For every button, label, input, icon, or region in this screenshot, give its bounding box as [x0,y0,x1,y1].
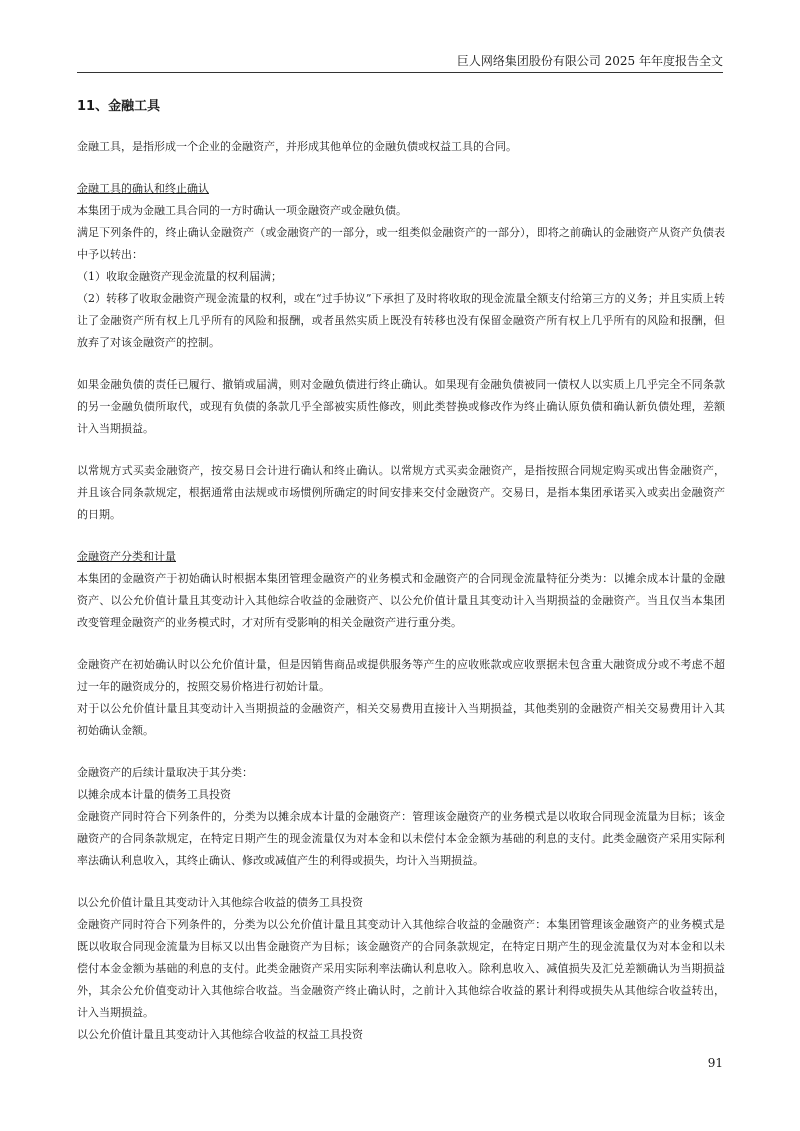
paragraph: 金融资产的后续计量取决于其分类： [77,766,253,779]
paragraph: （1）收取金融资产现金流量的权利届满； [77,270,282,283]
paragraph: 本集团于成为金融工具合同的一方时确认一项金融资产或金融负债。 [77,204,407,217]
header-title: 巨人网络集团股份有限公司 2025 年年度报告全文 [456,54,723,68]
page-number: 91 [707,1056,723,1070]
paragraph: 以公允价值计量且其变动计入其他综合收益的债务工具投资 [77,896,363,909]
paragraph: 本集团的金融资产于初始确认时根据本集团管理金融资产的业务模式和金融资产的合同现金流量特征分类为：以摊余成本计量的金融资产、以公允价值计量且其变动计入其他综合收益的金融资产、以公允价值计量且其变动计入当期损益的金融资产。当且仅当本集团改变管理金融资产的业务模式时，才对所有受影响的相关金融资产进行重分类。 [77,572,725,629]
paragraph: 以常规方式买卖金融资产，按交易日会计进行确认和终止确认。以常规方式买卖金融资产，是指按照合同规定购买或出售金融资产，并且该合同条款规定，根据通常由法规或市场惯例所确定的时间安排来交付金融资产。交易日，是指本集团承诺买入或卖出金融资产的日期。 [77,464,725,521]
page-header [77,52,723,73]
section-title: 11、金融工具 [77,99,161,114]
document-body [77,96,725,1046]
paragraph: 金融资产在初始确认时以公允价值计量，但是因销售商品或提供服务等产生的应收账款或应收票据未包含重大融资成分或不考虑不超过一年的融资成分的，按照交易价格进行初始计量。 [77,658,725,693]
paragraph: （2）转移了收取金融资产现金流量的权利，或在“过手协议”下承担了及时将收取的现金流量全额支付给第三方的义务；并且实质上转让了金融资产所有权上几乎所有的风险和报酬，或者虽然实质上既没有转移也没有保留金融资产所有权上几乎所有的风险和报酬，但放弃了对该金融资产的控制。 [77,292,725,349]
intro-paragraph: 金融工具，是指形成一个企业的金融资产，并形成其他单位的金融负债或权益工具的合同。 [77,140,517,153]
paragraph: 以摊余成本计量的债务工具投资 [77,788,231,801]
subheading-recognition: 金融工具的确认和终止确认 [77,182,209,195]
subheading-classification: 金融资产分类和计量 [77,550,176,563]
paragraph: 金融资产同时符合下列条件的，分类为以公允价值计量且其变动计入其他综合收益的金融资产：本集团管理该金融资产的业务模式是既以收取合同现金流量为目标又以出售金融资产为目标；该金融资产的合同条款规定，在特定日期产生的现金流量仅为对本金和以未偿付本金金额为基础的利息的支付。此类金融资产采用实际利率法确认利息收入。除利息收入、减值损失及汇兑差额确认为当期损益外，其余公允价值变动计入其他综合收益。当金融资产终止确认时，之前计入其他综合收益的累计利得或损失从其他综合收益转出，计入当期损益。 [77,918,725,1019]
paragraph: 以公允价值计量且其变动计入其他综合收益的权益工具投资 [77,1028,363,1041]
paragraph: 满足下列条件的，终止确认金融资产（或金融资产的一部分，或一组类似金融资产的一部分），即将之前确认的金融资产从资产负债表中予以转出： [77,226,725,261]
paragraph: 如果金融负债的责任已履行、撤销或届满，则对金融负债进行终止确认。如果现有金融负债被同一债权人以实质上几乎完全不同条款的另一金融负债所取代，或现有负债的条款几乎全部被实质性修改，则此类替换或修改作为终止确认原负债和确认新负债处理，差额计入当期损益。 [77,378,725,435]
paragraph: 对于以公允价值计量且其变动计入当期损益的金融资产，相关交易费用直接计入当期损益，其他类别的金融资产相关交易费用计入其初始确认金额。 [77,702,725,737]
paragraph: 金融资产同时符合下列条件的，分类为以摊余成本计量的金融资产：管理该金融资产的业务模式是以收取合同现金流量为目标；该金融资产的合同条款规定，在特定日期产生的现金流量仅为对本金和以未偿付本金金额为基础的利息的支付。此类金融资产采用实际利率法确认利息收入，其终止确认、修改或减值产生的利得或损失，均计入当期损益。 [77,810,725,867]
